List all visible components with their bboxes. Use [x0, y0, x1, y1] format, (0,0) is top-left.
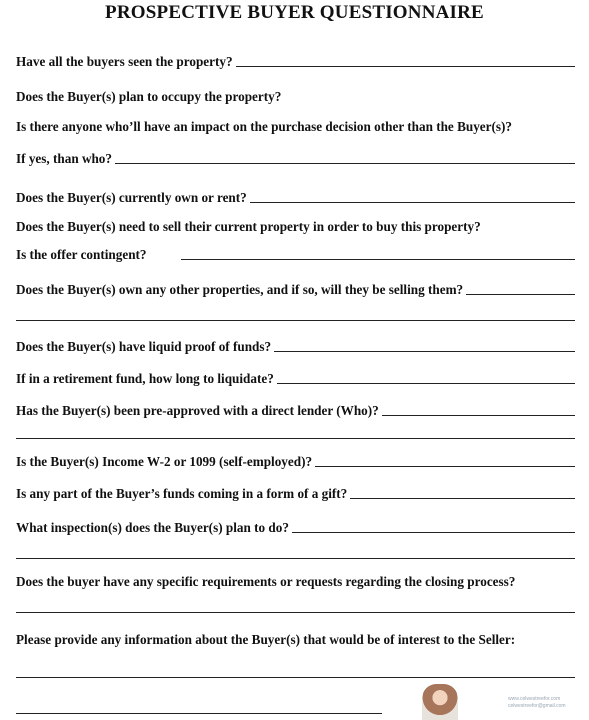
- question-label: Is there anyone who’ll have an impact on the purchase decision other than the Buyer(s)?: [16, 119, 513, 134]
- agent-stamp: [400, 676, 580, 720]
- answer-line[interactable]: [466, 294, 575, 295]
- answer-line-extra[interactable]: [16, 558, 575, 559]
- question-gift-funds: [16, 484, 575, 502]
- question-seen-property: [16, 52, 575, 70]
- stamp-website: www.celwestreefor.com: [508, 696, 561, 702]
- answer-line[interactable]: [292, 532, 575, 533]
- question-label: What inspection(s) does the Buyer(s) plan to do?: [16, 520, 289, 535]
- answer-line[interactable]: [16, 713, 382, 714]
- answer-line[interactable]: [350, 498, 575, 499]
- answer-line[interactable]: [181, 259, 575, 260]
- answer-line[interactable]: [382, 415, 575, 416]
- question-buyer-info: [16, 630, 575, 648]
- question-label: Has the Buyer(s) been pre-approved with a direct lender (Who)?: [16, 403, 379, 418]
- answer-line[interactable]: [277, 383, 575, 384]
- question-other-properties: [16, 280, 575, 298]
- question-occupy: [16, 87, 575, 105]
- question-sell-current: [16, 217, 575, 235]
- question-label: Have all the buyers seen the property?: [16, 54, 233, 69]
- question-inspections: [16, 518, 575, 536]
- question-impact: [16, 117, 575, 135]
- question-if-yes-who: [16, 149, 575, 167]
- question-label: Is any part of the Buyer’s funds coming in a form of a gift?: [16, 486, 348, 501]
- question-label: Is the Buyer(s) Income W-2 or 1099 (self-employed)?: [16, 454, 313, 469]
- question-label: Does the Buyer(s) need to sell their current property in order to buy this property?: [16, 219, 481, 234]
- agent-photo: [422, 684, 458, 720]
- question-label: Does the Buyer(s) plan to occupy the property?: [16, 89, 282, 104]
- question-own-rent: [16, 188, 575, 206]
- question-closing-requirements: [16, 572, 575, 590]
- question-label: Does the buyer have any specific requirements or requests regarding the closing process?: [16, 574, 516, 589]
- page-title: PROSPECTIVE BUYER QUESTIONNAIRE: [105, 2, 484, 23]
- answer-line[interactable]: [315, 466, 575, 467]
- stamp-email: celwestreefor@gmail.com: [508, 703, 566, 709]
- question-label: Please provide any information about the Buyer(s) that would be of interest to the Seller:: [16, 632, 516, 647]
- question-label: Does the Buyer(s) have liquid proof of funds?: [16, 339, 272, 354]
- question-label: Does the Buyer(s) currently own or rent?: [16, 190, 247, 205]
- question-pre-approved: [16, 401, 575, 419]
- question-proof-of-funds: [16, 337, 575, 355]
- question-retirement-fund: [16, 369, 575, 387]
- answer-line[interactable]: [236, 66, 575, 67]
- answer-line[interactable]: [16, 612, 575, 613]
- answer-line-extra[interactable]: [16, 438, 575, 439]
- question-label: If in a retirement fund, how long to liquidate?: [16, 371, 274, 386]
- answer-line[interactable]: [250, 202, 575, 203]
- question-label: If yes, than who?: [16, 151, 112, 166]
- question-label: Is the offer contingent?: [16, 247, 147, 262]
- answer-line-extra[interactable]: [16, 320, 575, 321]
- question-label: Does the Buyer(s) own any other properties, and if so, will they be selling them?: [16, 282, 464, 297]
- answer-line[interactable]: [274, 351, 575, 352]
- question-offer-contingent: [16, 245, 575, 263]
- answer-line[interactable]: [115, 163, 575, 164]
- question-income-type: [16, 452, 575, 470]
